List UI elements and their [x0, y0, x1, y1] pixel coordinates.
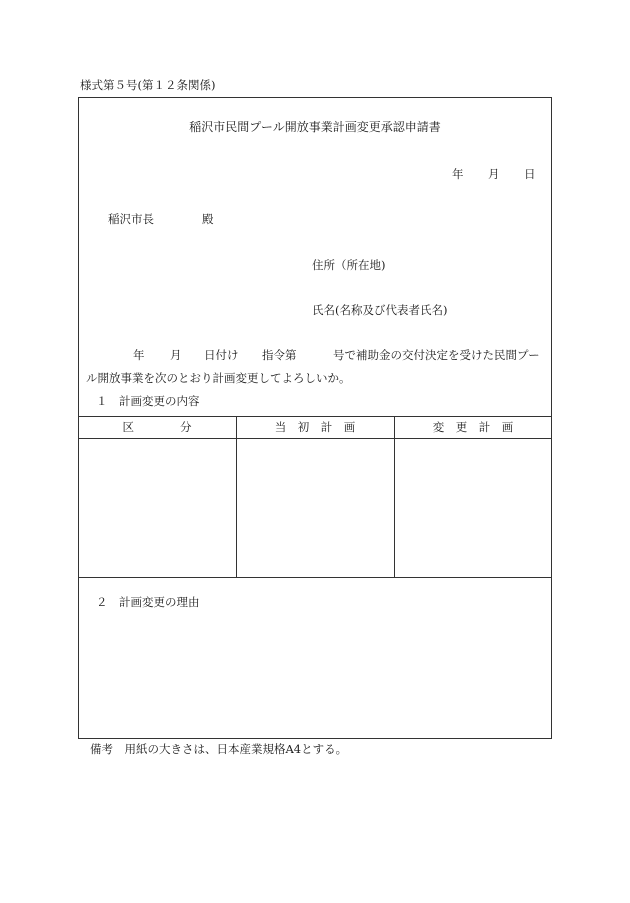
body-date-suffix: 日付け: [204, 348, 239, 362]
table-header-border: [78, 438, 552, 439]
application-form-box: [78, 97, 552, 739]
body-line1-rest: 号で補助金の交付決定を受けた民間プー: [333, 348, 540, 362]
addressee-honorific: 殿: [202, 212, 214, 226]
column-header-original-plan: 当 初 計 画: [274, 420, 356, 434]
table-bottom-border: [78, 577, 552, 578]
column-header-category: 区 分: [122, 420, 192, 434]
date-year: 年: [452, 167, 464, 181]
table-top-border: [78, 416, 552, 417]
body-line2: ル開放事業を次のとおり計画変更してよろしいか。: [86, 371, 351, 385]
remarks: 備考 用紙の大きさは、日本産業規格A4とする。: [90, 742, 348, 756]
section1-heading: １ 計画変更の内容: [96, 394, 200, 408]
date-month: 月: [488, 167, 500, 181]
applicant-address-label: 住所（所在地): [312, 258, 386, 272]
applicant-name-label: 氏名(名称及び代表者氏名): [312, 303, 448, 317]
column-header-changed-plan: 変 更 計 画: [432, 420, 514, 434]
date-day: 日: [524, 167, 536, 181]
table-divider-1: [236, 416, 237, 577]
form-title: 稲沢市民間プール開放事業計画変更承認申請書: [189, 120, 441, 134]
body-directive-prefix: 指令第: [262, 348, 297, 362]
body-month: 月: [170, 348, 182, 362]
body-year: 年: [133, 348, 145, 362]
form-number: 様式第５号(第１２条関係): [80, 78, 216, 92]
table-divider-2: [394, 416, 395, 577]
section2-heading: ２ 計画変更の理由: [96, 595, 200, 609]
addressee-name: 稲沢市長: [108, 212, 154, 226]
